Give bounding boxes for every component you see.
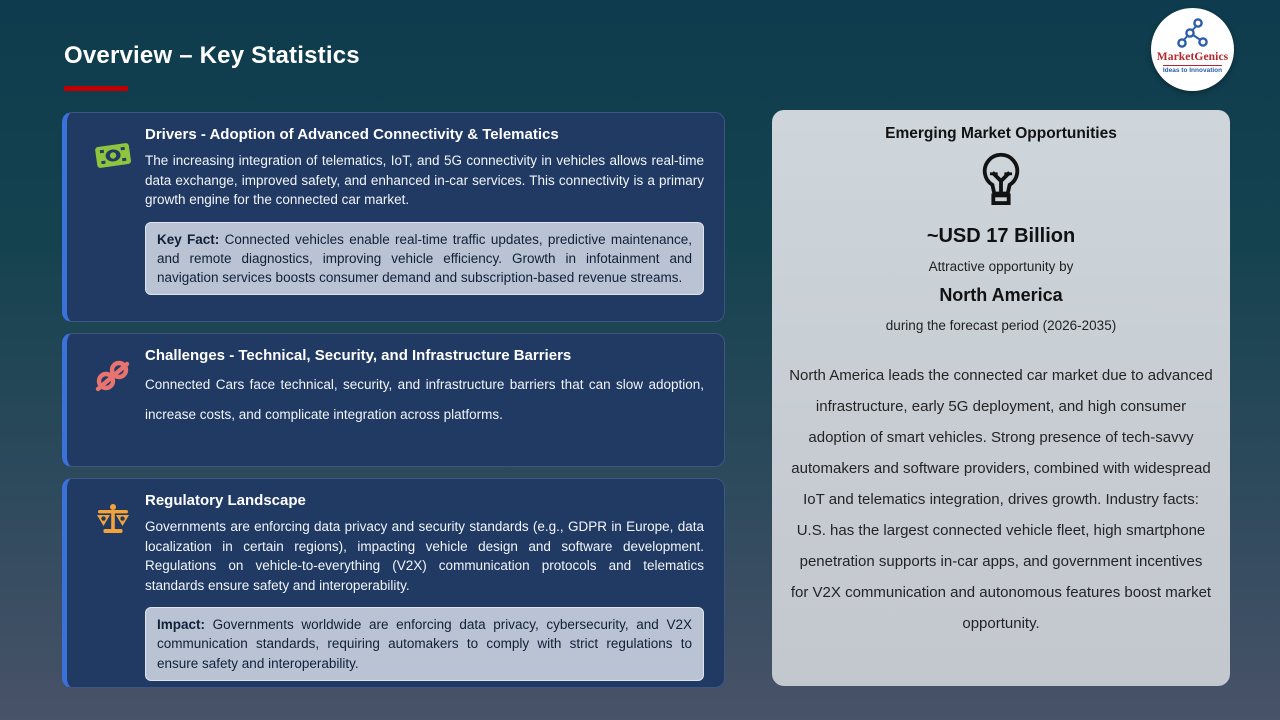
impact-label: Impact: <box>157 617 206 633</box>
challenges-heading: Challenges - Technical, Security, and Infrastructure Barriers <box>145 347 572 364</box>
lightbulb-icon <box>978 151 1024 213</box>
key-fact-label: Key Fact: <box>157 231 220 247</box>
challenges-card <box>62 333 725 467</box>
impact-box <box>145 607 704 680</box>
challenges-body: Connected Cars face technical, security, and infrastructure barriers that can slow adoption, increase costs, and complicate integration across platforms. <box>145 377 704 423</box>
marketgenics-logo <box>1151 8 1234 91</box>
drivers-body: The increasing integration of telematics, IoT, and 5G connectivity in vehicles allows real-time data exchange, improved safety, and enhanced in-car services. This connectivity is a primary growth engine for the connected car market. <box>145 153 704 208</box>
opportunity-region: North America <box>939 285 1063 305</box>
regulatory-body: Governments are enforcing data privacy and security standards (e.g., GDPR in Europe, data localization in certain regions), impacting vehicle design and software development. Regulations on vehicle-to-everything (V2X) communication protocols and telematics standards ensure safety and interoperability. <box>145 519 704 593</box>
key-fact-text: Connected vehicles enable real-time traffic updates, predictive maintenance, and remote diagnostics, improving vehicle efficiency. Growth in infotainment and navigation services boosts consumer demand and subscription-based revenue streams. <box>157 231 692 285</box>
title-underline <box>64 86 128 91</box>
logo-tagline: Ideas to Innovation <box>1162 66 1223 74</box>
page-title: Overview – Key Statistics <box>64 42 360 69</box>
broken-link-icon <box>93 356 133 396</box>
opportunities-title: Emerging Market Opportunities <box>885 125 1117 142</box>
key-fact-box <box>145 222 704 295</box>
emerging-opportunities-panel <box>772 110 1230 686</box>
opportunity-value: ~USD 17 Billion <box>926 225 1076 247</box>
impact-text: Governments worldwide are enforcing data privacy, cybersecurity, and V2X communication standards, requiring automakers to comply with strict regulations to ensure safety and interoperability. <box>157 617 692 671</box>
drivers-heading: Drivers - Adoption of Advanced Connectivity & Telematics <box>145 126 559 143</box>
regulatory-heading: Regulatory Landscape <box>145 492 306 509</box>
network-molecule-icon <box>1171 17 1215 51</box>
regulatory-card <box>62 478 725 688</box>
logo-name: MarketGenics <box>1156 51 1229 63</box>
opportunity-description: North America leads the connected car market due to advanced infrastructure, early 5G deployment, and high consumer adoption of smart vehicles. Strong presence of tech-savvy automakers and software providers, combined with widespread IoT and telematics integration, drives growth. Industry facts: U.S. has the largest connected vehicle fleet, high smartphone penetration supports in-car apps, and government incentives for V2X communication and autonomous features boost market opportunity. <box>789 367 1213 632</box>
banknote-icon <box>93 135 133 175</box>
scales-icon <box>93 501 133 541</box>
drivers-card <box>62 112 725 322</box>
opportunity-subtitle: Attractive opportunity by <box>928 259 1074 274</box>
opportunity-period: during the forecast period (2026-2035) <box>885 318 1117 333</box>
